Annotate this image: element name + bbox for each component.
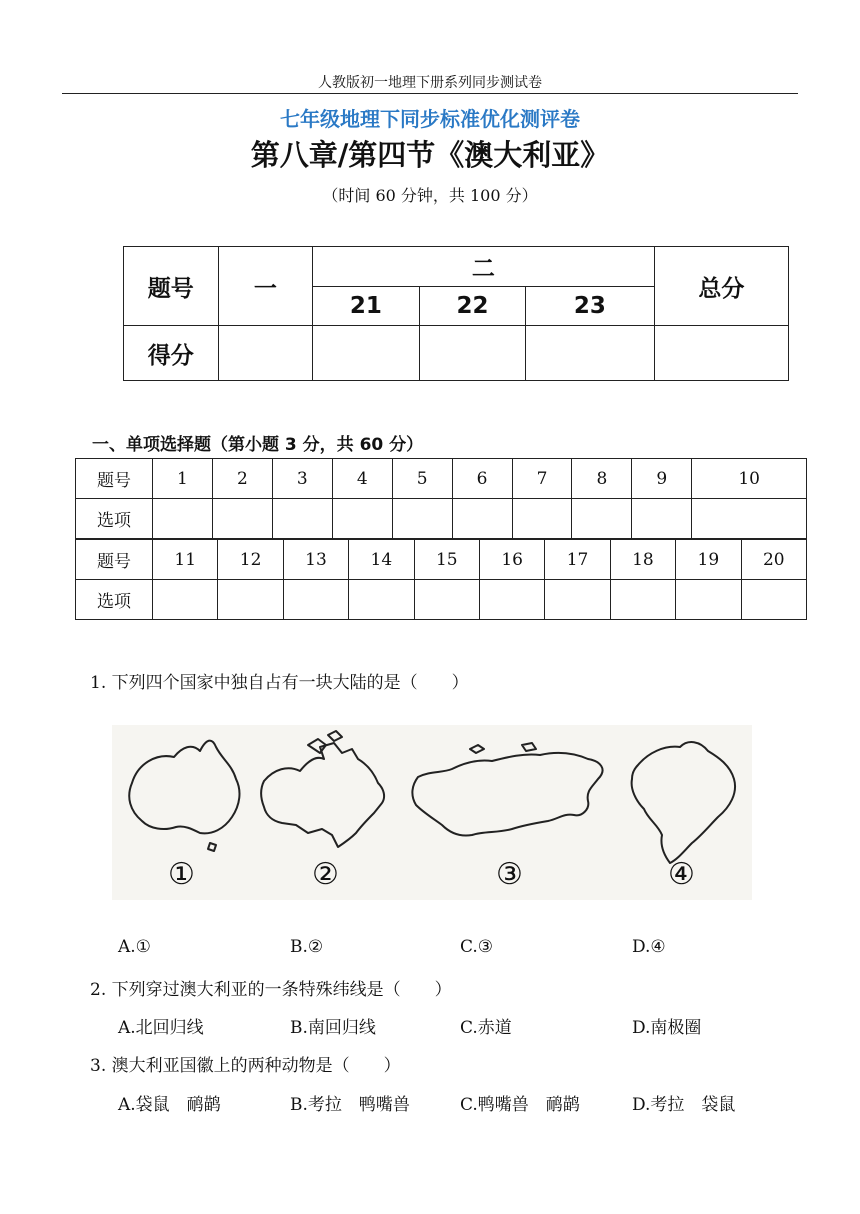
answer-cell[interactable]: [153, 499, 213, 539]
map-label-3: ③: [496, 857, 523, 892]
answer-cell[interactable]: [512, 499, 572, 539]
question-number: 11: [153, 540, 218, 580]
answer-cell[interactable]: [349, 580, 414, 620]
answer-cell[interactable]: [610, 580, 675, 620]
exam-subtitle: 七年级地理下同步标准优化测评卷: [280, 107, 580, 131]
answer-cell[interactable]: [392, 499, 452, 539]
question-2-text: 2. 下列穿过澳大利亚的一条特殊纬线是（ ）: [90, 980, 452, 1000]
answer-table-1: [75, 458, 807, 539]
answer-cell[interactable]: [741, 580, 806, 620]
question-number: 1: [153, 459, 213, 499]
question-number: 8: [572, 459, 632, 499]
answer-cell[interactable]: [452, 499, 512, 539]
russia-outline: [412, 753, 602, 836]
q2-option-b[interactable]: B.南回归线: [290, 1018, 376, 1038]
score-table-row-label: 得分: [124, 326, 219, 381]
map-label-4: ④: [668, 857, 695, 892]
answer-cell[interactable]: [479, 580, 544, 620]
score-table-header-part2: 二: [313, 247, 655, 287]
score-cell-23[interactable]: [526, 326, 654, 381]
question-number: 6: [452, 459, 512, 499]
answer-table-label: 选项: [76, 499, 153, 539]
question-number: 2: [212, 459, 272, 499]
q1-option-d[interactable]: D.④: [632, 937, 666, 957]
q1-option-c[interactable]: C.③: [460, 937, 494, 957]
answer-cell[interactable]: [212, 499, 272, 539]
answer-cell[interactable]: [153, 580, 218, 620]
answer-cell[interactable]: [272, 499, 332, 539]
russia-islands: [470, 743, 536, 753]
answer-cell[interactable]: [218, 580, 283, 620]
score-table-header-total: 总分: [654, 247, 788, 326]
q3-option-a[interactable]: A.袋鼠 鸸鹋: [118, 1095, 221, 1115]
question-number: 7: [512, 459, 572, 499]
question-number: 4: [332, 459, 392, 499]
q1-option-b[interactable]: B.②: [290, 937, 324, 957]
brazil-outline: [632, 742, 735, 863]
answer-cell[interactable]: [632, 499, 692, 539]
score-cell-21[interactable]: [313, 326, 420, 381]
q3-option-b[interactable]: B.考拉 鸭嘴兽: [290, 1095, 410, 1115]
q2-option-c[interactable]: C.赤道: [460, 1018, 512, 1038]
question-number: 19: [676, 540, 741, 580]
header-rule: [62, 93, 798, 94]
exam-title: 第八章/第四节《澳大利亚》: [250, 138, 610, 172]
time-note: （时间 60 分钟，共 100 分）: [322, 186, 538, 205]
answer-cell[interactable]: [692, 499, 807, 539]
score-table-sub-22: 22: [419, 287, 526, 326]
answer-table-label: 题号: [76, 540, 153, 580]
country-outlines-illustration: [112, 725, 752, 900]
score-cell-part1[interactable]: [218, 326, 313, 381]
score-table: [123, 246, 789, 381]
question-number: 17: [545, 540, 610, 580]
question-number: 16: [479, 540, 544, 580]
question-3-text: 3. 澳大利亚国徽上的两种动物是（ ）: [90, 1056, 401, 1076]
tasmania-outline: [208, 843, 216, 851]
country-maps-figure: [112, 725, 752, 900]
q3-option-d[interactable]: D.考拉 袋鼠: [632, 1095, 736, 1115]
question-number: 14: [349, 540, 414, 580]
score-table-sub-23: 23: [526, 287, 654, 326]
score-table-header-question: 题号: [124, 247, 219, 326]
page-header: 人教版初一地理下册系列同步测试卷: [318, 75, 542, 91]
question-number: 20: [741, 540, 806, 580]
q2-option-d[interactable]: D.南极圈: [632, 1018, 702, 1038]
map-label-1: ①: [168, 857, 195, 892]
question-number: 9: [632, 459, 692, 499]
q1-option-a[interactable]: A.①: [118, 937, 151, 957]
question-number: 15: [414, 540, 479, 580]
question-number: 13: [283, 540, 348, 580]
answer-cell[interactable]: [414, 580, 479, 620]
score-table-header-part1: 一: [218, 247, 313, 326]
score-cell-total[interactable]: [654, 326, 788, 381]
answer-cell[interactable]: [572, 499, 632, 539]
answer-table-label: 题号: [76, 459, 153, 499]
question-number: 10: [692, 459, 807, 499]
answer-cell[interactable]: [676, 580, 741, 620]
question-number: 18: [610, 540, 675, 580]
canada-islands: [308, 731, 342, 753]
score-cell-22[interactable]: [419, 326, 526, 381]
australia-outline: [129, 741, 239, 834]
question-1-text: 1. 下列四个国家中独自占有一块大陆的是（ ）: [90, 673, 469, 693]
score-table-sub-21: 21: [313, 287, 420, 326]
section-title: 一、单项选择题（第小题 3 分，共 60 分）: [92, 435, 424, 455]
answer-cell[interactable]: [332, 499, 392, 539]
map-label-2: ②: [312, 857, 339, 892]
answer-table-label: 选项: [76, 580, 153, 620]
question-number: 3: [272, 459, 332, 499]
question-number: 5: [392, 459, 452, 499]
q3-option-c[interactable]: C.鸭嘴兽 鸸鹋: [460, 1095, 580, 1115]
answer-cell[interactable]: [545, 580, 610, 620]
answer-table-2: [75, 539, 807, 620]
question-number: 12: [218, 540, 283, 580]
q2-option-a[interactable]: A.北回归线: [118, 1018, 204, 1038]
canada-outline: [261, 743, 384, 847]
answer-cell[interactable]: [283, 580, 348, 620]
